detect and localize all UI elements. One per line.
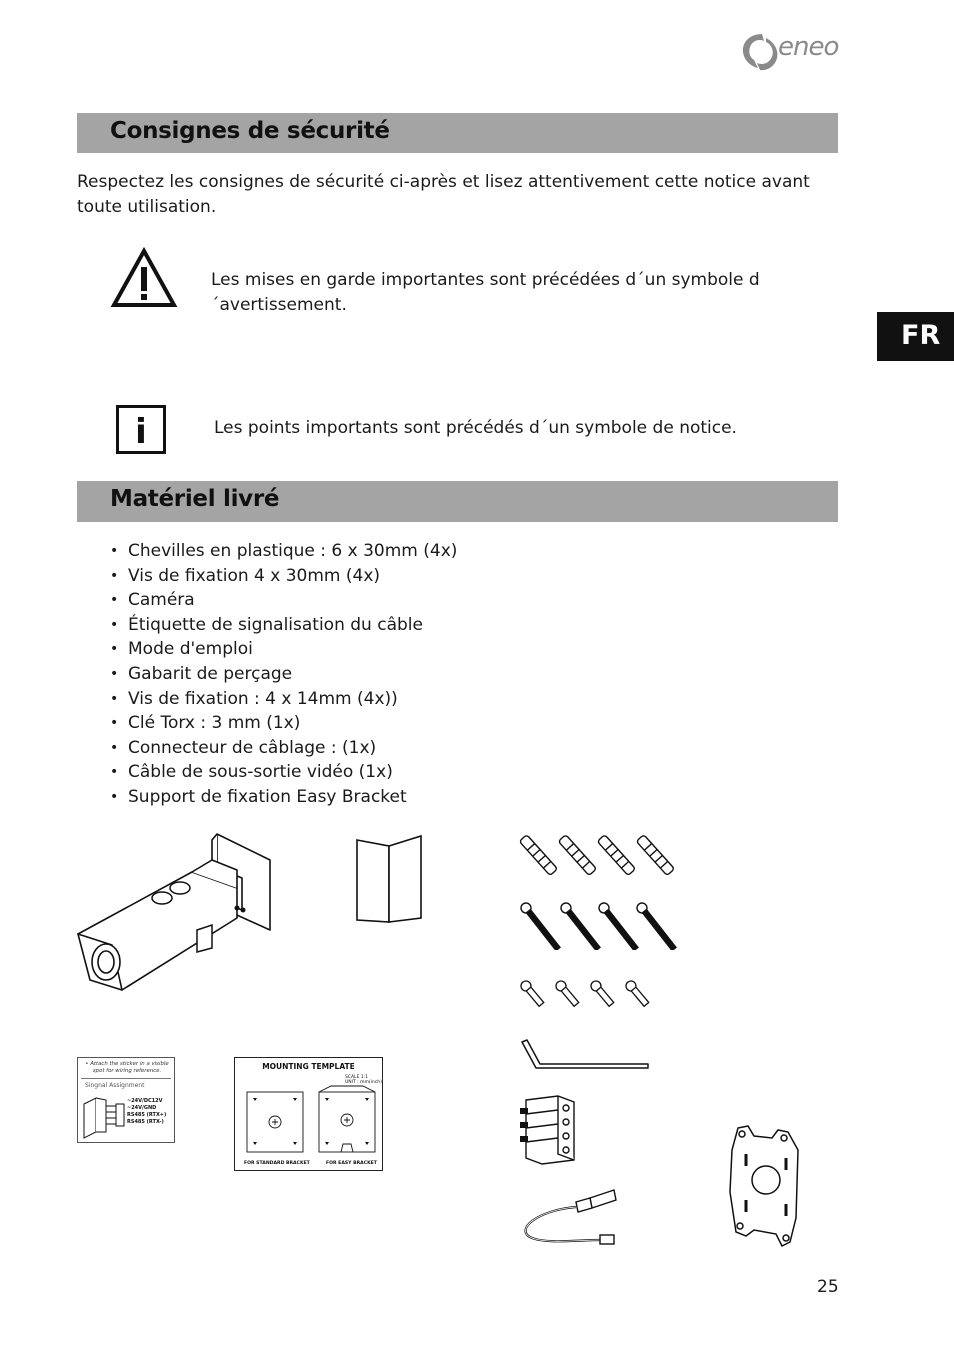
long-screws-illustration [518, 898, 683, 950]
template-unit: UNIT : mm(inch) [345, 1080, 382, 1085]
easy-bracket-illustration [724, 1122, 804, 1250]
list-item: • Vis de fixation 4 x 30mm (4x) [108, 564, 457, 589]
warning-triangle-icon [110, 247, 178, 309]
page-number: 25 [817, 1277, 839, 1297]
list-item: • Support de fixation Easy Bracket [108, 785, 457, 810]
section-title-safety: Consignes de sécurité [110, 118, 390, 144]
list-item: • Caméra [108, 588, 457, 613]
list-item: • Étiquette de signalisation du câble [108, 613, 457, 638]
short-screws-illustration [518, 980, 658, 1012]
sticker-line: ~24V/DC12V [127, 1098, 163, 1104]
section-header-supplied [77, 481, 838, 522]
list-item: • Mode d'emploi [108, 637, 457, 662]
list-item: • Vis de fixation : 4 x 14mm (4x)) [108, 687, 457, 712]
template-title: MOUNTING TEMPLATE [262, 1062, 355, 1071]
sticker-note: • Attach the sticker in a visible spot for wiring reference. [85, 1061, 169, 1074]
info-icon: i [116, 405, 166, 454]
sticker-line: ~24V/GND [127, 1105, 157, 1111]
sticker-heading: Singnal Assignment [85, 1082, 145, 1089]
info-text: Les points importants sont précédés d´un symbole de notice. [214, 418, 737, 438]
template-left-label: FOR STANDARD BRACKET [244, 1161, 310, 1166]
wall-plugs-illustration [518, 834, 678, 886]
supplied-items-list [108, 539, 457, 810]
list-item: • Chevilles en plastique : 6 x 30mm (4x) [108, 539, 457, 564]
language-tab-label: FR [901, 320, 941, 351]
safety-intro: Respectez les consignes de sécurité ci-après et lisez attentivement cette notice avant toute utilisation. [77, 172, 810, 217]
video-cable-illustration [518, 1180, 623, 1250]
list-item: • Connecteur de câblage : (1x) [108, 736, 457, 761]
section-header-safety [77, 113, 838, 153]
mounting-template-illustration [234, 1057, 383, 1171]
template-scale: SCALE 1:1 [345, 1075, 369, 1080]
template-right-label: FOR EASY BRACKET [326, 1161, 377, 1166]
manual-booklet-illustration [354, 832, 426, 927]
logo-wordmark: eneo [778, 32, 839, 62]
camera-illustration [72, 830, 277, 1000]
wiring-connector-illustration [518, 1094, 588, 1166]
list-item: • Gabarit de perçage [108, 662, 457, 687]
cable-sticker-illustration [77, 1057, 175, 1143]
torx-key-illustration [518, 1038, 653, 1074]
language-tab [877, 312, 954, 361]
list-item: • Câble de sous-sortie vidéo (1x) [108, 760, 457, 785]
list-item: • Clé Torx : 3 mm (1x) [108, 711, 457, 736]
sticker-line: RS485 (RTX-) [127, 1119, 164, 1125]
warning-text: Les mises en garde importantes sont précédées d´un symbole d´avertissement. [211, 270, 760, 315]
sticker-line: RS485 (RTX+) [127, 1112, 167, 1118]
section-title-supplied: Matériel livré [110, 486, 280, 512]
